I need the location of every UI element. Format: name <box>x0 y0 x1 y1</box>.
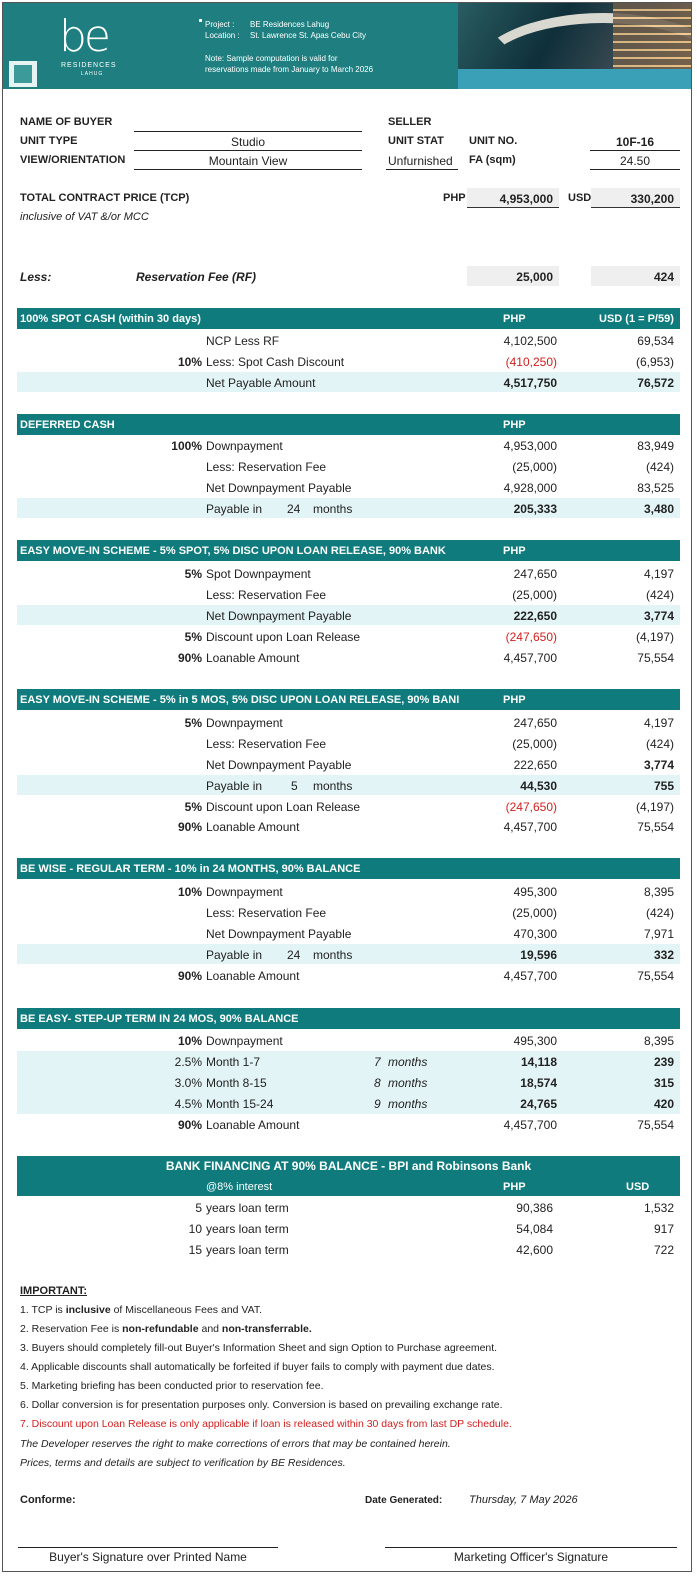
easy2-row-php: (247,650) <box>505 800 557 814</box>
bank-row-php: 42,600 <box>516 1243 553 1257</box>
spot-row-php: (410,250) <box>505 355 557 369</box>
easy2-row-label: Loanable Amount <box>206 820 300 834</box>
easystep-row-usd: 420 <box>653 1097 674 1111</box>
easy2-title: EASY MOVE-IN SCHEME - 5% in 5 MOS, 5% DISC UPON LOAN RELEASE, 90% BANI <box>20 694 460 706</box>
wise-row-php: (25,000) <box>512 906 557 920</box>
deferred-row-php: (25,000) <box>512 460 557 474</box>
officer-signature-label: Marketing Officer's Signature <box>453 1550 609 1564</box>
view-line <box>134 169 362 170</box>
rf-label: Reservation Fee (RF) <box>136 270 257 284</box>
less-label: Less: <box>20 270 52 284</box>
view-value: Mountain View <box>208 154 288 168</box>
deferred-row-php: 205,333 <box>513 502 557 516</box>
easystep-row-php: 495,300 <box>513 1034 557 1048</box>
easy2-row-label: Less: Reservation Fee <box>206 737 327 751</box>
buyer-name-label: NAME OF BUYER <box>20 116 113 128</box>
easystep-header <box>17 1008 680 1029</box>
easy1-row-usd: 4,197 <box>643 567 674 581</box>
unit-type-label: UNIT TYPE <box>20 135 78 147</box>
wise-header <box>17 858 680 879</box>
easy2-row-label: Payable in <box>206 779 263 793</box>
bank-usd-head: USD <box>626 1181 650 1193</box>
spot-row-usd: 76,572 <box>637 376 674 390</box>
easy2-term-unit: months <box>313 779 353 793</box>
easystep-row-label: Month 15-24 <box>206 1097 274 1111</box>
deferred-row-usd: 83,949 <box>637 439 674 453</box>
easy1-row-label: Less: Reservation Fee <box>206 588 327 602</box>
easy2-row-label: Net Downpayment Payable <box>206 758 352 772</box>
bank-row-usd: 722 <box>653 1243 674 1257</box>
note-5: 5. Marketing briefing has been conducted prior to reservation fee. <box>20 1380 324 1392</box>
officer-signature-line <box>385 1547 677 1548</box>
wise-row-label: Loanable Amount <box>206 969 300 983</box>
easy2-row-usd: 75,554 <box>637 820 674 834</box>
deferred-row-label: Less: Reservation Fee <box>206 460 327 474</box>
easy2-row-label: Discount upon Loan Release <box>206 800 361 814</box>
bank-row-years: 5 <box>195 1201 202 1215</box>
tcp-label: TOTAL CONTRACT PRICE (TCP) <box>20 192 190 204</box>
brand-logo-sub2: LAHUG <box>81 71 104 77</box>
wise-row-php: 4,457,700 <box>503 969 557 983</box>
pool-image <box>458 69 691 89</box>
wise-row-pct: 10% <box>177 885 202 899</box>
spot-row-label: NCP Less RF <box>206 334 280 348</box>
unit-type-line <box>134 150 362 151</box>
easy1-row-label: Discount upon Loan Release <box>206 630 361 644</box>
bank-row-php: 90,386 <box>516 1201 553 1215</box>
easystep-term: 7 <box>374 1055 381 1069</box>
disclaimer-1: The Developer reserves the right to make corrections of errors that may be contained herein. <box>20 1438 451 1450</box>
easy1-row-label: Loanable Amount <box>206 651 300 665</box>
buyer-signature-line <box>18 1547 278 1548</box>
bank-row-label: years loan term <box>206 1201 289 1215</box>
location-value: St. Lawrence St. Apas Cebu City <box>250 31 367 40</box>
unit-no-value: 10F-16 <box>615 135 655 149</box>
easystep-row-label: Downpayment <box>206 1034 283 1048</box>
brand-logo: be <box>59 11 108 62</box>
fa-label: FA (sqm) <box>469 154 516 166</box>
spot-row-php: 4,102,500 <box>503 334 557 348</box>
easystep-title: BE EASY- STEP-UP TERM IN 24 MOS, 90% BALANCE <box>20 1013 299 1025</box>
easystep-row-php: 14,118 <box>520 1055 557 1069</box>
easystep-row-usd: 8,395 <box>643 1034 674 1048</box>
deferred-term: 24 <box>287 502 301 516</box>
easystep-row-php: 24,765 <box>520 1097 557 1111</box>
fa-value: 24.50 <box>619 154 651 168</box>
easystep-row-php: 18,574 <box>520 1076 557 1090</box>
date-label: Date Generated: <box>365 1495 443 1506</box>
wise-row-label: Payable in <box>206 948 263 962</box>
easy2-row-usd: 4,197 <box>643 716 674 730</box>
wise-row-label: Net Downpayment Payable <box>206 927 352 941</box>
seller-label: SELLER <box>388 116 432 128</box>
easy1-row-label: Spot Downpayment <box>206 567 311 581</box>
deferred-term-unit: months <box>313 502 353 516</box>
easy2-row-label: Downpayment <box>206 716 283 730</box>
date-value: Thursday, 7 May 2026 <box>469 1494 578 1506</box>
easystep-row-pct: 2.5% <box>174 1055 202 1069</box>
spot-row-pct: 10% <box>177 355 202 369</box>
wise-row-label: Downpayment <box>206 885 283 899</box>
bank-row-years: 10 <box>188 1222 202 1236</box>
easy2-row-php: 44,530 <box>520 779 557 793</box>
deferred-row-php: 4,928,000 <box>503 481 557 495</box>
easystep-row-pct: 3.0% <box>174 1076 202 1090</box>
easy1-header <box>17 540 680 561</box>
spot-row-php: 4,517,750 <box>503 376 557 390</box>
note-line-2: reservations made from January to March 2026 <box>205 65 374 74</box>
easy1-row-php: 222,650 <box>513 609 557 623</box>
tcp-php-value: 4,953,000 <box>499 192 553 206</box>
easystep-term: 9 <box>374 1097 381 1111</box>
unit-type-value: Studio <box>230 135 266 149</box>
wise-row-php: 470,300 <box>513 927 557 941</box>
note-2c: and <box>198 1323 222 1335</box>
wise-row-usd: 8,395 <box>643 885 674 899</box>
note-2b: non-refundable <box>122 1323 199 1335</box>
tcp-usd-value: 330,200 <box>630 192 674 206</box>
deferred-row-usd: 83,525 <box>637 481 674 495</box>
fa-line <box>590 169 680 170</box>
note-2 <box>20 1323 312 1335</box>
easystep-term-unit: months <box>388 1076 428 1090</box>
easy1-row-usd: (424) <box>645 588 674 602</box>
unit-stat-line <box>386 169 458 170</box>
bank-row-years: 15 <box>188 1243 202 1257</box>
tcp-usd-label: USD <box>568 192 592 204</box>
spot-usd-head: USD (1 = P/59) <box>599 313 674 325</box>
wise-row-label: Less: Reservation Fee <box>206 906 327 920</box>
spot-row-usd: (6,953) <box>635 355 674 369</box>
spot-row-label: Less: Spot Cash Discount <box>206 355 345 369</box>
easystep-term: 8 <box>374 1076 381 1090</box>
brand-logo-sub: RESIDENCES <box>61 62 117 69</box>
easystep-row-label: Month 1-7 <box>206 1055 261 1069</box>
spot-cash-title: 100% SPOT CASH (within 30 days) <box>20 313 201 325</box>
easystep-term-unit: months <box>388 1055 428 1069</box>
note-2a: 2. Reservation Fee is <box>20 1323 123 1335</box>
bank-row-label: years loan term <box>206 1222 289 1236</box>
easy1-title: EASY MOVE-IN SCHEME - 5% SPOT, 5% DISC UPON LOAN RELEASE, 90% BANK <box>20 545 446 557</box>
easystep-row-usd: 75,554 <box>637 1118 674 1132</box>
note-7: 7. Discount upon Loan Release is only applicable if loan is released within 30 days from last DP schedule. <box>20 1418 512 1430</box>
easy1-php-head: PHP <box>503 545 526 557</box>
easy2-row-php: (25,000) <box>512 737 557 751</box>
easy2-row-usd: 3,774 <box>643 758 674 772</box>
tcp-php-label: PHP <box>443 192 466 204</box>
note-1 <box>20 1304 262 1316</box>
bank-title: BANK FINANCING AT 90% BALANCE - BPI and Robinsons Bank <box>165 1159 532 1173</box>
rf-usd-value: 424 <box>653 270 674 284</box>
rf-php-value: 25,000 <box>516 270 553 284</box>
easy2-row-usd: 755 <box>653 779 674 793</box>
easy1-row-php: 247,650 <box>513 567 557 581</box>
unit-no-label: UNIT NO. <box>469 135 518 147</box>
bank-interest: @8% interest <box>206 1181 273 1193</box>
deferred-title: DEFERRED CASH <box>20 419 115 431</box>
spot-cash-header <box>17 308 680 329</box>
bank-row-usd: 917 <box>653 1222 674 1236</box>
easystep-row-label: Month 8-15 <box>206 1076 267 1090</box>
easy2-term: 5 <box>291 779 298 793</box>
location-label: Location : <box>205 31 240 40</box>
wise-row-php: 495,300 <box>513 885 557 899</box>
easy2-row-usd: (424) <box>645 737 674 751</box>
easystep-row-pct: 10% <box>177 1034 202 1048</box>
deferred-row-label: Payable in <box>206 502 263 516</box>
easy1-row-php: 4,457,700 <box>503 651 557 665</box>
bank-php-head: PHP <box>503 1181 526 1193</box>
easystep-row-label: Loanable Amount <box>206 1118 300 1132</box>
easy1-row-pct: 5% <box>184 567 202 581</box>
easy2-row-pct: 90% <box>177 820 202 834</box>
easystep-row-php: 4,457,700 <box>503 1118 557 1132</box>
project-label: Project : <box>205 20 235 29</box>
easy1-row-pct: 5% <box>184 630 202 644</box>
wise-term: 24 <box>287 948 301 962</box>
view-label: VIEW/ORIENTATION <box>20 154 126 166</box>
wise-row-usd: 75,554 <box>637 969 674 983</box>
deferred-row-usd: 3,480 <box>643 502 674 516</box>
easy1-row-usd: (4,197) <box>635 630 674 644</box>
wise-term-unit: months <box>313 948 353 962</box>
easy1-row-pct: 90% <box>177 651 202 665</box>
tcp-subtitle: inclusive of VAT &/or MCC <box>20 211 149 223</box>
easy2-row-php: 222,650 <box>513 758 557 772</box>
corner-logo-icon <box>14 65 32 83</box>
easy2-row-pct: 5% <box>184 716 202 730</box>
buyer-signature-label: Buyer's Signature over Printed Name <box>49 1550 247 1564</box>
wise-row-usd: 7,971 <box>643 927 674 941</box>
easy2-row-php: 247,650 <box>513 716 557 730</box>
unit-no-line <box>590 150 680 151</box>
spot-row-usd: 69,534 <box>637 334 674 348</box>
bank-row-php: 54,084 <box>516 1222 553 1236</box>
easystep-row-pct: 4.5% <box>174 1097 202 1111</box>
easy2-php-head: PHP <box>503 694 526 706</box>
easy1-row-php: (25,000) <box>512 588 557 602</box>
bullet-icon <box>199 19 202 22</box>
deferred-header <box>17 414 680 435</box>
easy2-row-php: 4,457,700 <box>503 820 557 834</box>
easystep-row-pct: 90% <box>177 1118 202 1132</box>
wise-row-php: 19,596 <box>520 948 557 962</box>
easystep-row-usd: 239 <box>653 1055 674 1069</box>
note-1b: inclusive <box>65 1304 111 1316</box>
spot-php-head: PHP <box>503 313 526 325</box>
easystep-row-usd: 315 <box>653 1076 674 1090</box>
unit-stat-value: Unfurnished <box>388 154 453 168</box>
wise-title: BE WISE - REGULAR TERM - 10% in 24 MONTHS, 90% BALANCE <box>20 863 361 875</box>
important-title: IMPORTANT: <box>20 1285 88 1297</box>
note-1c: of Miscellaneous Fees and VAT. <box>110 1304 263 1316</box>
easy2-header <box>17 689 680 710</box>
easy1-row-php: (247,650) <box>505 630 557 644</box>
easy1-row-usd: 75,554 <box>637 651 674 665</box>
easy1-row-label: Net Downpayment Payable <box>206 609 352 623</box>
note-2d: non-transferrable. <box>221 1323 312 1335</box>
easystep-term-unit: months <box>388 1097 428 1111</box>
unit-stat-label: UNIT STAT <box>388 135 444 147</box>
deferred-row-pct: 100% <box>171 439 202 453</box>
deferred-row-usd: (424) <box>645 460 674 474</box>
conforme-label: Conforme: <box>20 1494 76 1506</box>
easy2-row-pct: 5% <box>184 800 202 814</box>
wise-row-usd: 332 <box>653 948 674 962</box>
buyer-name-line <box>134 131 362 132</box>
note-line-1: Note: Sample computation is valid for <box>205 54 338 63</box>
project-value: BE Residences Lahug <box>250 20 330 29</box>
easy2-row-usd: (4,197) <box>635 800 674 814</box>
deferred-row-php: 4,953,000 <box>503 439 557 453</box>
spot-row-label: Net Payable Amount <box>206 376 316 390</box>
note-6: 6. Dollar conversion is for presentation purposes only. Conversion is based on prevailing exchange rate. <box>20 1399 503 1411</box>
disclaimer-2: Prices, terms and details are subject to verification by BE Residences. <box>20 1457 346 1469</box>
deferred-row-label: Net Downpayment Payable <box>206 481 352 495</box>
deferred-php-head: PHP <box>503 419 526 431</box>
wise-row-pct: 90% <box>177 969 202 983</box>
bank-row-label: years loan term <box>206 1243 289 1257</box>
note-3: 3. Buyers should completely fill-out Buyer's Information Sheet and sign Option to Purchase agreement. <box>20 1342 498 1354</box>
wise-row-usd: (424) <box>645 906 674 920</box>
deferred-row-label: Downpayment <box>206 439 283 453</box>
note-4: 4. Applicable discounts shall automatically be forfeited if buyer fails to comply with payment due dates. <box>20 1361 495 1373</box>
easy1-row-usd: 3,774 <box>643 609 674 623</box>
note-1a: 1. TCP is <box>20 1304 66 1316</box>
bank-row-usd: 1,532 <box>643 1201 674 1215</box>
header-banner <box>3 3 691 89</box>
